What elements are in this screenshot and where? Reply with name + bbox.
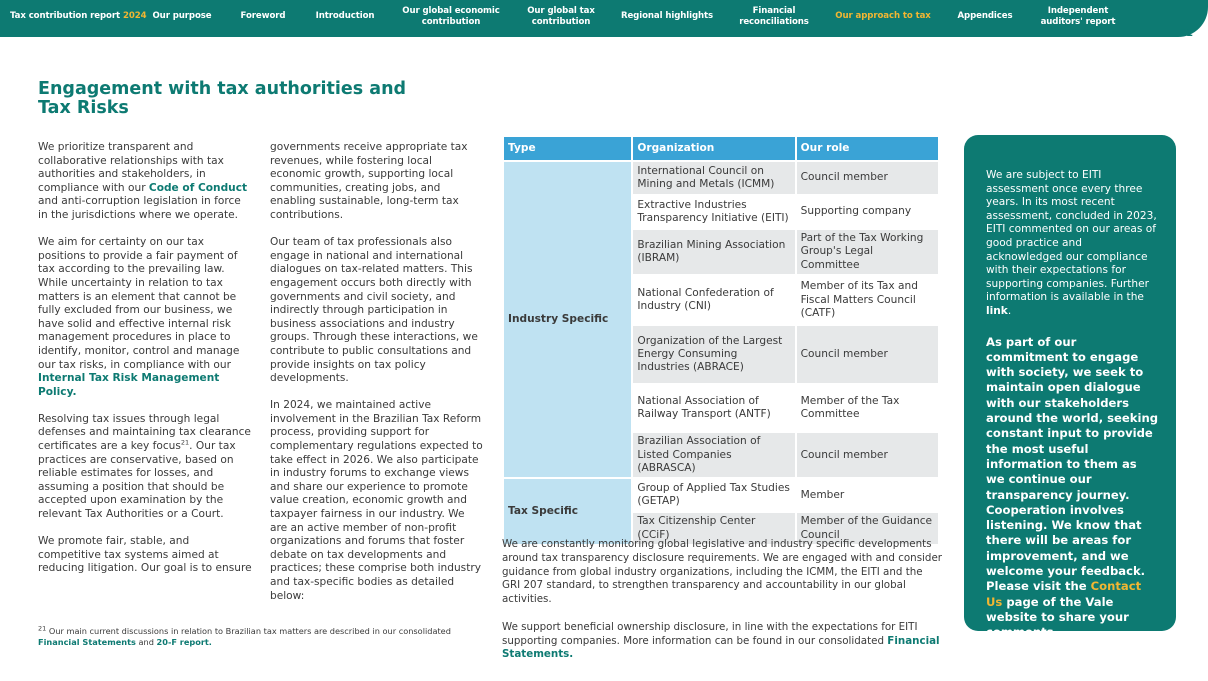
nav-global-economic-contribution[interactable]: Our global economic contribution	[402, 5, 500, 27]
header-type: Type	[503, 136, 632, 161]
nav-our-approach-to-tax[interactable]: Our approach to tax	[835, 11, 931, 21]
contact-us-link[interactable]: Contact Us	[986, 579, 1142, 609]
eiti-link[interactable]: link	[986, 304, 1008, 317]
role-cell: Member of its Tax and Fiscal Matters Council (CATF)	[796, 275, 939, 325]
paragraph: We support beneficial ownership disclosure, in line with the expectations for EITI supporting companies. More information can be found in our consolidated Financial Statements.	[502, 620, 940, 661]
org-cell: Tax Citizenship Center (CCiF)	[632, 512, 795, 545]
org-cell: Extractive Industries Transparency Initiative (EITI)	[632, 195, 795, 229]
table-row	[503, 161, 939, 195]
paragraph: Resolving tax issues through legal defenses and maintaining tax clearance certificates are a key focus$^{21}$. Our tax practices are conservative, based on reliable estimates for losses, and assuming a position that should be accepted upon examination by the relevant Tax Authorities or a Court.	[38, 412, 251, 521]
role-cell: Council member	[796, 161, 939, 195]
paragraph: We aim for certainty on our tax positions to provide a fair payment of tax according to the prevailing law. While uncertainty in relation to tax matters is an element that cannot be fully excluded from our business, we have solid and effective internal risk management procedures in place to identify, monitor, control and manage our tax risks, in compliance with our Internal Tax Risk Management Policy.	[38, 236, 240, 398]
paragraph: We promote fair, stable, and competitive tax systems aimed at reducing litigation. Our goal is to ensure	[38, 535, 252, 575]
paragraph: Our team of tax professionals also engage in national and international dialogues on tax-related matters. This engagement occurs both directly with governments and civil society, and indirectly through participation in business associations and industry groups. Through these interactions, we contribute to public consultations and provide insights on tax policy developments.	[270, 236, 478, 385]
table-row	[503, 478, 939, 512]
commitment-statement: As part of our commitment to engage with society, we seek to maintain open dialogue with our stakeholders around the world, seeking constant input to provide the most useful information to them as we continue our transparency journey. Cooperation involves listening. We know that there will be areas for improvement, and we welcome your feedback. Please visit the Contact Us page of the Vale website to share your comments.	[986, 334, 1159, 640]
paragraph: We prioritize transparent and collaborative relationships with tax authorities and stakeholders, in compliance with our Code of Conduct and anti-corruption legislation in force in the jurisdictions where we operate.	[38, 141, 248, 221]
nav-appendices[interactable]: Appendices	[957, 11, 1013, 21]
20f-report-link[interactable]: 20-F report.	[156, 637, 212, 647]
role-cell: Council member	[796, 325, 939, 384]
footnote: $^{21}$ Our main current discussions in relation to Brazilian tax matters are described in our consolidated Financial Statements and 20-F report.	[38, 624, 451, 647]
nav-regional-highlights[interactable]: Regional highlights	[620, 11, 714, 21]
nav-our-purpose[interactable]: Our purpose	[152, 11, 212, 21]
top-navigation	[0, 0, 1208, 37]
role-cell: Member of the Tax Committee	[796, 384, 939, 432]
organizations-table	[502, 135, 940, 546]
nav-global-tax-contribution[interactable]: Our global tax contribution	[527, 5, 595, 27]
role-cell: Council member	[796, 432, 939, 478]
financial-statements-link[interactable]: Financial Statements.	[502, 634, 940, 661]
role-cell: Member of the Guidance Council	[796, 512, 939, 545]
nav-independent-auditors-report[interactable]: Independent auditors' report	[1040, 5, 1116, 27]
role-cell: Part of the Tax Working Group's Legal Committee	[796, 229, 939, 275]
text-column-1	[38, 141, 252, 590]
text-column-2	[270, 141, 484, 617]
code-of-conduct-link[interactable]: Code of Conduct	[148, 181, 248, 194]
type-cell-industry-specific: Industry Specific	[503, 161, 632, 478]
nav-report-title[interactable]: Tax contribution report 2024	[10, 11, 147, 21]
footnote-number: 21	[38, 624, 47, 633]
nav-foreword[interactable]: Foreword	[240, 11, 286, 21]
nav-introduction[interactable]: Introduction	[315, 11, 375, 21]
role-cell: Member	[796, 478, 939, 512]
table-header-row	[503, 136, 939, 161]
header-organization: Organization	[632, 136, 795, 161]
paragraph: In 2024, we maintained active involvement in the Brazilian Tax Reform process, providing support for complementary regulations expected to take effect in 2026. We also participate in industry forums to exchange views and share our experience to promote value creation, economic growth and taxpayer fairness in our industry. We are an active member of non-profit organizations and forums that foster debate on tax developments and practices; these comprise both industry and tax-specific bodies as detailed below:	[270, 399, 483, 602]
paragraph: We are constantly monitoring global legislative and industry specific developments around tax transparency disclosure requirements. We are engaged with and consider guidance from global industry organizations, including the ICMM, the EITI and the GRI 207 standard, to strengthen transparency and accountability in our global activities.	[502, 538, 943, 606]
text-below-table	[502, 538, 944, 676]
financial-statements-link[interactable]: Financial Statements	[38, 637, 136, 647]
org-cell: Group of Applied Tax Studies (GETAP)	[632, 478, 795, 512]
eiti-paragraph: We are subject to EITI assessment once every three years. In its most recent assessment, concluded in 2023, EITI commented on our areas of good practice and acknowledged our compliance with their expectations for supporting companies. Further information is available in the link.	[986, 169, 1157, 317]
org-cell: National Association of Railway Transport (ANTF)	[632, 384, 795, 432]
nav-report-year: 2024	[123, 11, 147, 21]
page-title: Engagement with tax authorities and Tax Risks	[38, 79, 407, 118]
type-cell-tax-specific: Tax Specific	[503, 478, 632, 545]
org-cell: Brazilian Mining Association (IBRAM)	[632, 229, 795, 275]
role-cell: Supporting company	[796, 195, 939, 229]
footnote-marker: 21	[180, 438, 190, 447]
org-cell: International Council on Mining and Metals (ICMM)	[632, 161, 795, 195]
header-our-role: Our role	[796, 136, 939, 161]
org-cell: Brazilian Association of Listed Companies (ABRASCA)	[632, 432, 795, 478]
nav-financial-reconciliations[interactable]: Financial reconciliations	[739, 5, 809, 27]
internal-tax-risk-policy-link[interactable]: Internal Tax Risk Management Policy.	[38, 372, 220, 398]
org-cell: Organization of the Largest Energy Consuming Industries (ABRACE)	[632, 325, 795, 384]
paragraph: governments receive appropriate tax revenues, while fostering local economic growth, supporting local communities, creating jobs, and enabling sustainable, long-term tax contributions.	[270, 141, 468, 221]
page-number: 31	[1179, 28, 1193, 39]
org-cell: National Confederation of Industry (CNI)	[632, 275, 795, 325]
eiti-callout-box	[964, 135, 1176, 640]
